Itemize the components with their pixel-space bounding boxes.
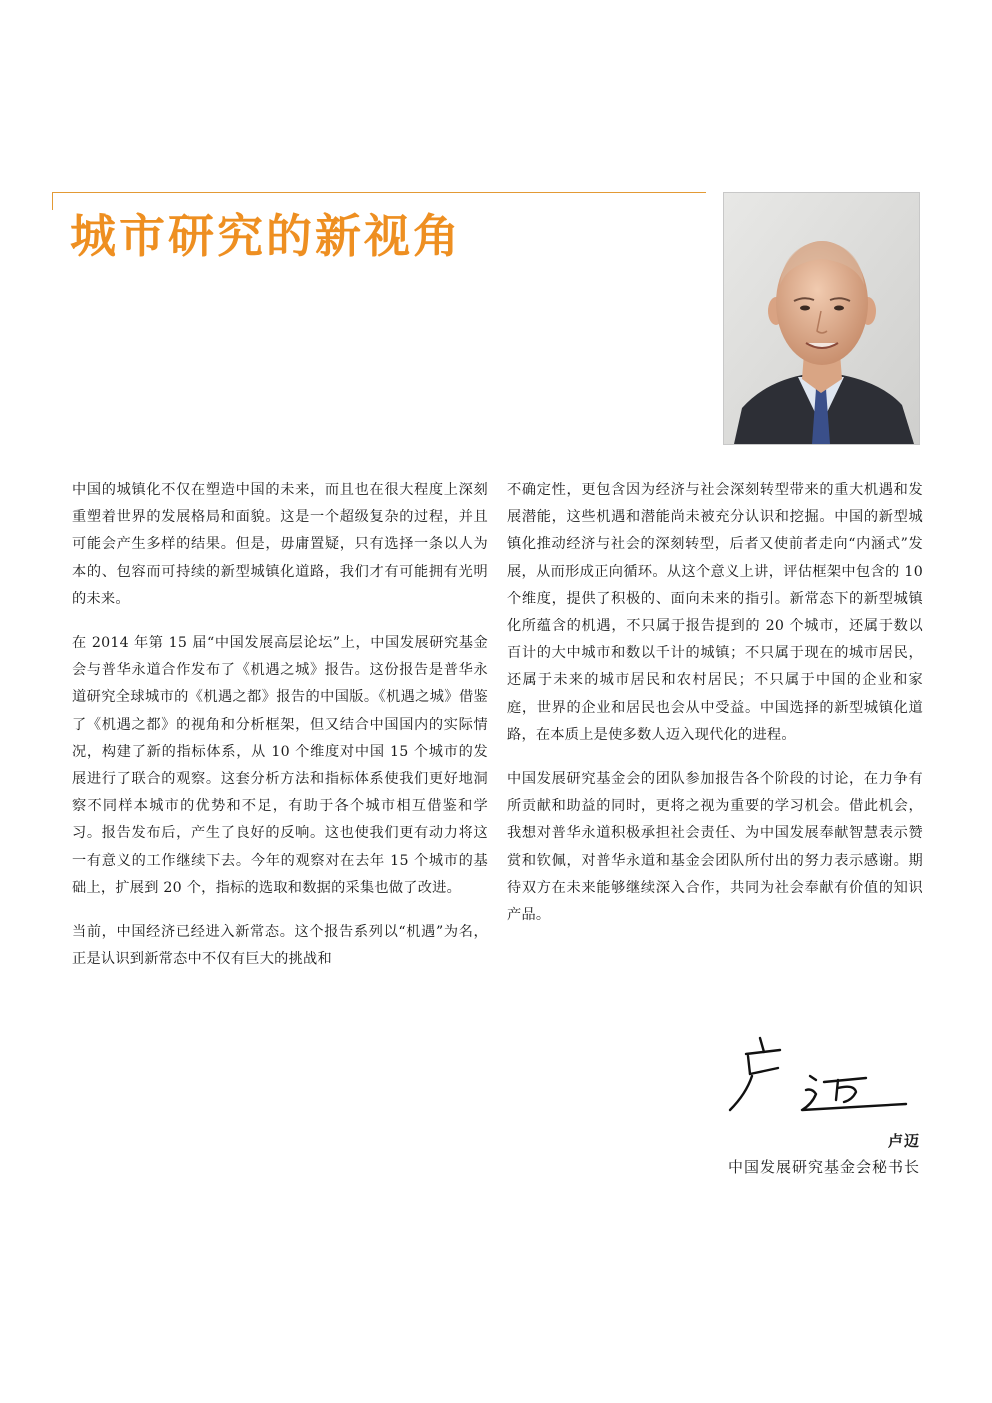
body-column-right [507,477,923,946]
paragraph: 中国的城镇化不仅在塑造中国的未来，而且也在很大程度上深刻重塑着世界的发展格局和面貌。这是一个超级复杂的过程，并且可能会产生多样的结果。但是，毋庸置疑，只有选择一条以人为本的、包容而可持续的新型城镇化道路，我们才有可能拥有光明的未来。 [72,482,488,607]
title-rule-horizontal [52,192,706,193]
paragraph: 当前，中国经济已经进入新常态。这个报告系列以“机遇”为名，正是认识到新常态中不仅有巨大的挑战和 [72,924,488,968]
title-rule-vertical [52,192,53,210]
paragraph: 在 2014 年第 15 届“中国发展高层论坛”上，中国发展研究基金会与普华永道合作发布了《机遇之城》报告。这份报告是普华永道研究全球城市的《机遇之都》报告的中国版。《机遇之城》借鉴了《机遇之都》的视角和分析框架，但又结合中国国内的实际情况，构建了新的指标体系，从 10 个维度对中国 15 个城市的发展进行了联合的观察。这套分析方法和指标体系使我们更好地洞察不同样本城市的优势和不足，有助于各个城市相互借鉴和学习。报告发布后，产生了良好的反响。这也使我们更有动力将这一有意义的工作继续下去。今年的观察对在去年 15 个城市的基础上，扩展到 20 个，指标的选取和数据的采集也做了改进。 [72,635,488,896]
handwritten-signature [720,1030,920,1120]
signer-name: 卢迈 [887,1132,920,1150]
portrait-illustration [724,193,919,444]
author-portrait [723,192,920,445]
paragraph: 中国发展研究基金会的团队参加报告各个阶段的讨论，在力争有所贡献和助益的同时，更将之视为重要的学习机会。借此机会，我想对普华永道积极承担社会责任、为中国发展奉献智慧表示赞赏和钦佩，对普华永道和基金会团队所付出的努力表示感谢。期待双方在未来能够继续深入合作，共同为社会奉献有价值的知识产品。 [507,771,923,924]
signer-title: 中国发展研究基金会秘书长 [727,1158,920,1176]
page-title: 城市研究的新视角 [70,209,462,263]
paragraph: 不确定性，更包含因为经济与社会深刻转型带来的重大机遇和发展潜能，这些机遇和潜能尚未被充分认识和挖掘。中国的新型城镇化推动经济与社会的深刻转型，后者又使前者走向“内涵式”发展，从而形成正向循环。从这个意义上讲，评估框架中包含的 10 个维度，提供了积极的、面向未来的指引。新常态下的新型城镇化所蕴含的机遇，不只属于报告提到的 20 个城市，还属于数以百计的大中城市和数以千计的城镇；不只属于现在的城市居民，还属于未来的城市居民和农村居民；不只属于中国的企业和家庭，世界的企业和居民也会从中受益。中国选择的新型城镇化道路，在本质上是使多数人迈入现代化的进程。 [507,482,923,743]
body-column-left [72,477,488,990]
